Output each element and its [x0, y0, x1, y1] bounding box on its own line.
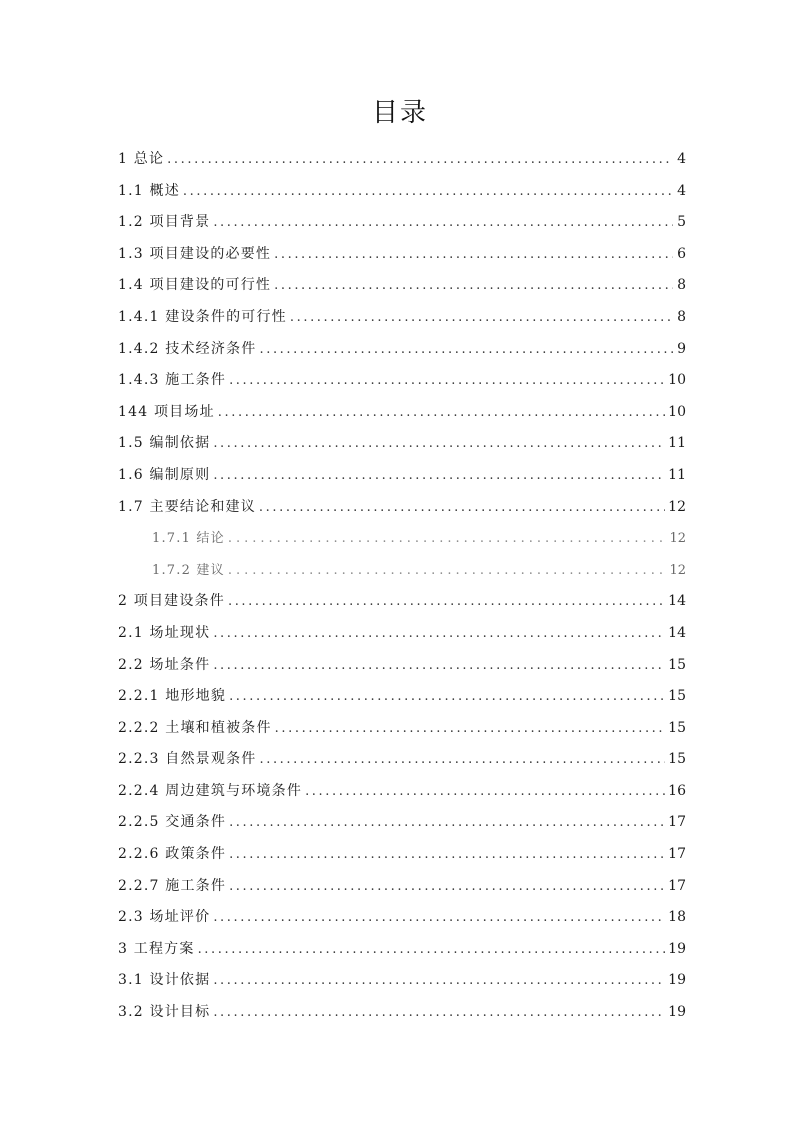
toc-entry-label: 1.4.3 施工条件 — [118, 372, 227, 389]
toc-entry-page-number: 4 — [677, 182, 686, 199]
toc-entry-page-number: 11 — [668, 466, 686, 483]
toc-entry-page-number: 12 — [669, 531, 686, 547]
toc-entry[interactable] — [118, 713, 686, 745]
toc-dot-leader — [213, 207, 673, 239]
toc-dot-leader — [213, 650, 665, 682]
toc-dot-leader — [228, 586, 665, 618]
toc-entry-page-number: 12 — [669, 562, 686, 578]
toc-entry-label: 3 工程方案 — [118, 940, 195, 957]
toc-entry-page-number: 4 — [677, 151, 686, 167]
toc-entry-label: 1.4.1 建设条件的可行性 — [118, 308, 287, 325]
toc-dot-leader — [213, 460, 665, 492]
toc-entry-label: 2.2.6 政策条件 — [118, 846, 227, 863]
toc-entry[interactable] — [118, 302, 686, 334]
toc-entry-label: 2.2.3 自然景观条件 — [118, 751, 257, 768]
toc-entry[interactable] — [118, 997, 686, 1029]
toc-entry-label: 2.2.4 周边建筑与环境条件 — [118, 782, 303, 799]
toc-entry-label: 1.3 项目建设的必要性 — [118, 245, 272, 262]
toc-entry-page-number: 17 — [668, 846, 686, 863]
toc-entry-label: 1.5 编制依据 — [118, 435, 211, 452]
toc-entry[interactable] — [118, 555, 686, 587]
toc-entry[interactable] — [118, 428, 686, 460]
toc-entry-page-number: 17 — [668, 814, 686, 831]
toc-entry[interactable] — [118, 460, 686, 492]
toc-dot-leader — [213, 428, 665, 460]
toc-dot-leader — [218, 397, 665, 429]
toc-entry[interactable] — [118, 650, 686, 682]
toc-entry-label: 2.2.7 施工条件 — [118, 877, 227, 894]
toc-entry-label: 2 项目建设条件 — [118, 593, 225, 610]
toc-entry-page-number: 12 — [668, 498, 686, 515]
toc-dot-leader — [259, 334, 673, 366]
toc-entry-label: 1.6 编制原则 — [118, 466, 211, 483]
toc-dot-leader — [290, 302, 673, 334]
toc-dot-leader — [274, 270, 673, 302]
toc-entry[interactable] — [118, 871, 686, 903]
toc-entry[interactable] — [118, 744, 686, 776]
toc-dot-leader — [198, 934, 666, 966]
toc-entry-label: 2.2.5 交通条件 — [118, 814, 227, 831]
toc-entry-page-number: 19 — [668, 972, 686, 989]
toc-entry-page-number: 8 — [677, 308, 686, 325]
toc-entry[interactable] — [118, 397, 686, 429]
toc-dot-leader — [183, 176, 673, 208]
toc-dot-leader — [259, 744, 665, 776]
toc-entry-page-number: 5 — [677, 214, 686, 231]
toc-entry[interactable] — [118, 776, 686, 808]
toc-entry[interactable] — [118, 902, 686, 934]
toc-entry-label: 3.1 设计依据 — [118, 972, 211, 989]
toc-dot-leader — [229, 871, 665, 903]
toc-entry-page-number: 16 — [668, 782, 686, 799]
toc-dot-leader — [229, 365, 665, 397]
toc-entry-page-number: 11 — [668, 435, 686, 452]
toc-dot-leader — [275, 713, 666, 745]
toc-entry[interactable] — [118, 144, 686, 176]
toc-entry[interactable] — [118, 365, 686, 397]
toc-entry-label: 1 总论 — [118, 151, 165, 167]
toc-dot-leader — [213, 997, 665, 1029]
toc-entry-page-number: 6 — [677, 245, 686, 262]
toc-entry-label: 1.4.2 技术经济条件 — [118, 340, 257, 357]
toc-entry[interactable] — [118, 492, 686, 524]
toc-list — [118, 144, 686, 1029]
toc-entry-label: 2.3 场址评价 — [118, 909, 211, 926]
toc-dot-leader — [213, 902, 665, 934]
toc-dot-leader — [229, 681, 665, 713]
toc-entry[interactable] — [118, 176, 686, 208]
toc-dot-leader — [229, 839, 665, 871]
toc-entry-label: 2.2.1 地形地貌 — [118, 688, 227, 705]
toc-entry[interactable] — [118, 934, 686, 966]
toc-entry-page-number: 14 — [668, 624, 686, 641]
toc-dot-leader — [213, 965, 665, 997]
toc-entry-page-number: 15 — [668, 719, 686, 736]
toc-entry-page-number: 15 — [668, 751, 686, 768]
toc-title: 目录 — [371, 98, 428, 128]
toc-entry-page-number: 19 — [668, 1004, 686, 1021]
toc-dot-leader — [259, 492, 665, 524]
toc-entry-page-number: 15 — [668, 656, 686, 673]
toc-entry-label: 2.1 场址现状 — [118, 624, 211, 641]
toc-entry[interactable] — [118, 618, 686, 650]
toc-dot-leader — [305, 776, 665, 808]
toc-entry-page-number: 17 — [668, 877, 686, 894]
toc-entry[interactable] — [118, 207, 686, 239]
toc-entry-page-number: 15 — [668, 688, 686, 705]
toc-entry[interactable] — [118, 334, 686, 366]
toc-entry-label: 1.7 主要结论和建议 — [118, 498, 256, 515]
toc-entry[interactable] — [118, 523, 686, 555]
toc-entry-label: 3.2 设计目标 — [118, 1004, 211, 1021]
toc-dot-leader — [213, 618, 665, 650]
toc-entry[interactable] — [118, 807, 686, 839]
toc-entry-label: 2.2.2 土壤和植被条件 — [118, 719, 272, 736]
toc-entry-page-number: 9 — [677, 340, 686, 357]
toc-entry[interactable] — [118, 681, 686, 713]
toc-entry[interactable] — [118, 839, 686, 871]
toc-entry-label: 1.7.1 结论 — [152, 531, 225, 547]
toc-entry-page-number: 14 — [668, 593, 686, 610]
toc-entry-page-number: 10 — [668, 403, 686, 420]
toc-entry-page-number: 18 — [668, 909, 686, 926]
toc-entry-label: 1.4 项目建设的可行性 — [118, 277, 272, 294]
toc-entry[interactable] — [118, 586, 686, 618]
toc-dot-leader — [228, 555, 667, 587]
toc-dot-leader — [228, 523, 667, 555]
toc-entry-label: 1.1 概述 — [118, 182, 180, 199]
toc-entry-page-number: 19 — [668, 940, 686, 957]
toc-entry-label: 144 项目场址 — [118, 403, 215, 420]
toc-entry-label: 1.2 项目背景 — [118, 214, 211, 231]
toc-entry-label: 1.7.2 建议 — [152, 562, 225, 578]
toc-dot-leader — [167, 144, 673, 176]
toc-entry[interactable] — [118, 270, 686, 302]
toc-entry-label: 2.2 场址条件 — [118, 656, 211, 673]
toc-dot-leader — [274, 239, 673, 271]
toc-entry[interactable] — [118, 965, 686, 997]
toc-dot-leader — [229, 807, 665, 839]
toc-entry-page-number: 10 — [668, 372, 686, 389]
toc-entry-page-number: 8 — [677, 277, 686, 294]
toc-entry[interactable] — [118, 239, 686, 271]
